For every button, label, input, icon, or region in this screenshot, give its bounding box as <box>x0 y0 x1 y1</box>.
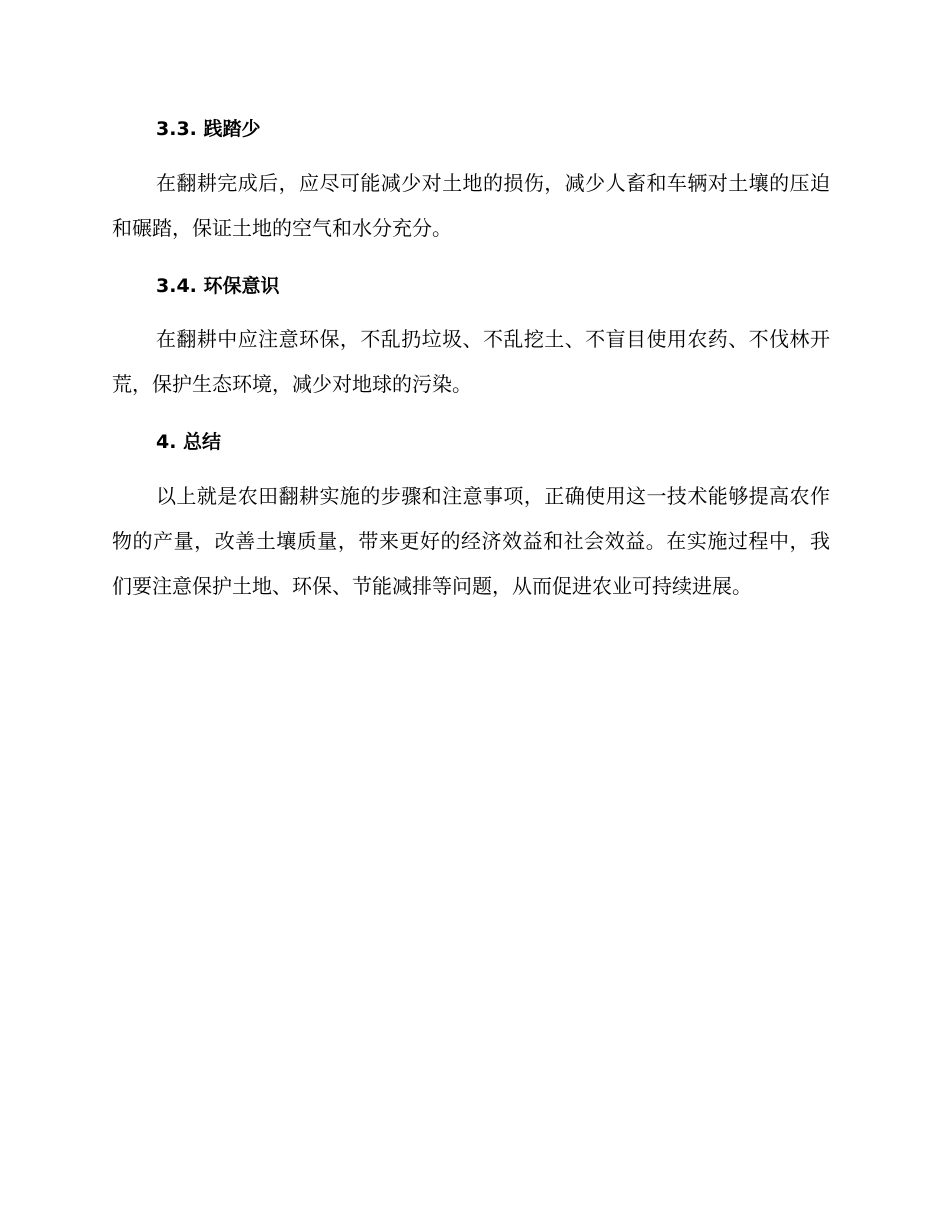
section-paragraph: 在翻耕中应注意环保，不乱扔垃圾、不乱挖土、不盲目使用农药、不伐林开荒，保护生态环境，减少对地球的污染。 <box>112 327 830 396</box>
section-trampling <box>112 114 830 251</box>
section-heading: 4. 总结 <box>156 431 222 453</box>
section-environmental-awareness <box>112 271 830 407</box>
section-heading: 3.3. 践踏少 <box>156 118 261 140</box>
section-paragraph: 以上就是农田翻耕实施的步骤和注意事项，正确使用这一技术能够提高农作物的产量，改善土壤质量，带来更好的经济效益和社会效益。在实施过程中，我们要注意保护土地、环保、节能减排等问题，从而促进农业可持续进展。 <box>112 484 830 598</box>
section-summary <box>112 427 830 609</box>
section-paragraph: 在翻耕完成后，应尽可能减少对土地的损伤，减少人畜和车辆对土壤的压迫和碾踏，保证土地的空气和水分充分。 <box>112 171 830 240</box>
section-heading: 3.4. 环保意识 <box>156 275 280 297</box>
